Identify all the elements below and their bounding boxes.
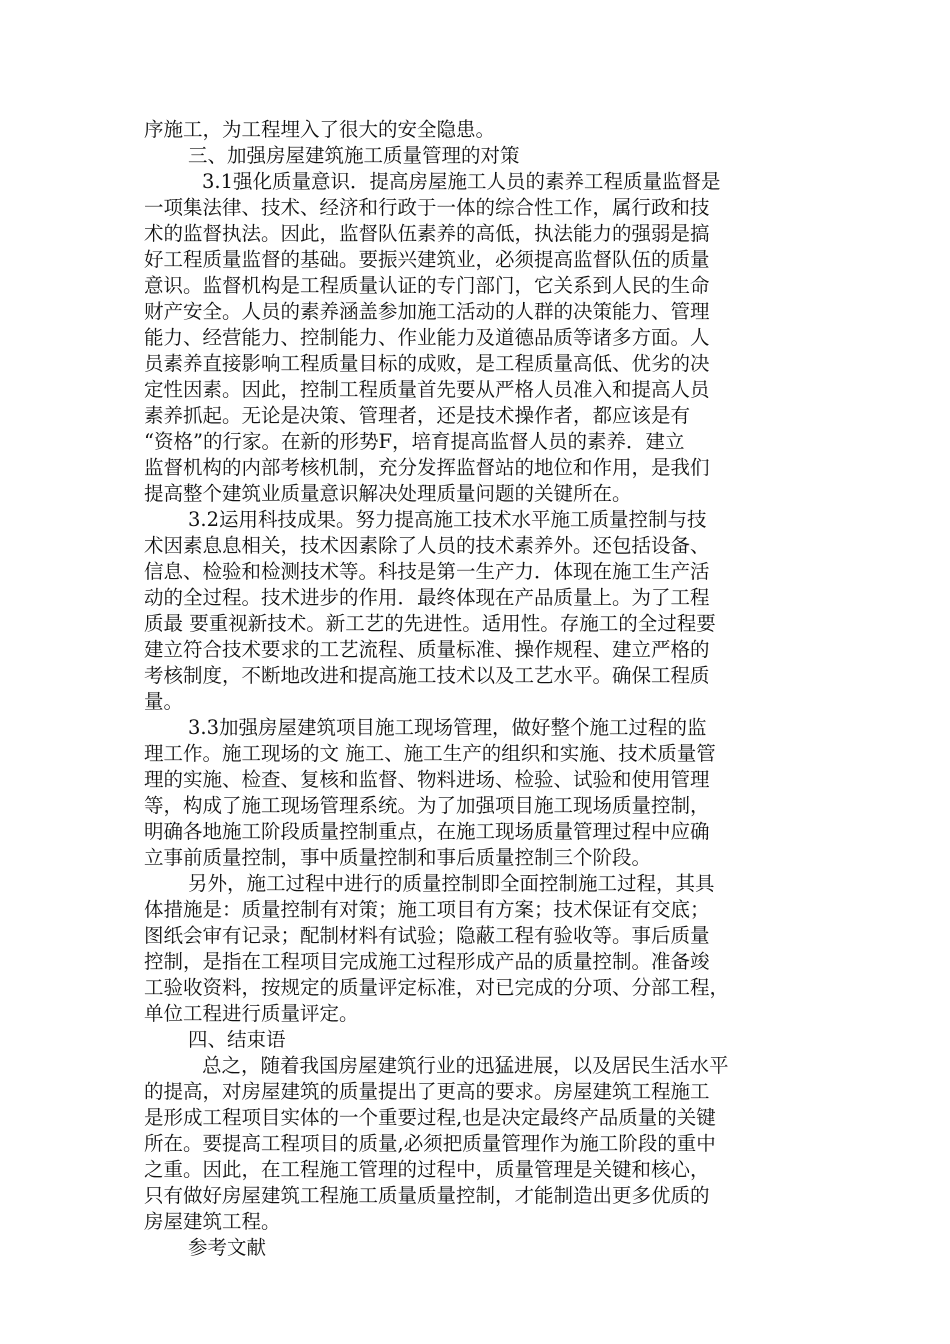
text-line: 3.3加强房屋建筑项目施工现场管理，做好整个施工过程的监 — [188, 716, 707, 739]
text-line: 建立符合技术要求的工艺流程、质量标准、操作规程、建立严格的 — [144, 638, 710, 661]
text-line: 信息、检验和检测技术等。科技是第一生产力．体现在施工生产活 — [144, 560, 710, 583]
text-line: 单位工程进行质量评定。 — [144, 1002, 359, 1025]
text-line: 图纸会审有记录；配制材料有试验；隐蔽工程有验收等。事后质量 — [144, 924, 710, 947]
text-line: 提高整个建筑业质量意识解决处理质量问题的关键所在。 — [144, 482, 632, 505]
text-line: 术的监督执法。因此，监督队伍素养的高低，执法能力的强弱是搞 — [144, 222, 710, 245]
text-line: 定性因素。因此，控制工程质量首先要从严格人员准入和提高人员 — [144, 378, 710, 401]
text-line: 工验收资料，按规定的质量评定标准，对已完成的分项、分部工程， — [144, 976, 730, 999]
text-line: 四、结束语 — [188, 1028, 286, 1051]
text-line: 总之，随着我国房屋建筑行业的迅猛进展，以及居民生活水平 — [202, 1054, 729, 1077]
text-line: 能力、经营能力、控制能力、作业能力及道德品质等诸多方面。人 — [144, 326, 710, 349]
text-line: 理的实施、检查、复核和监督、物料进场、检验、试验和使用管理 — [144, 768, 710, 791]
text-line: 素养抓起。无论是决策、管理者，还是技术操作者，都应该是有 — [144, 404, 691, 427]
text-line: 一项集法律、技术、经济和行政于一体的综合性工作，属行政和技 — [144, 196, 710, 219]
text-line: 参考文献 — [188, 1236, 267, 1259]
text-line: 序施工，为工程埋入了很大的安全隐患。 — [144, 118, 496, 141]
text-line: 另外，施工过程中进行的质量控制即全面控制施工过程，其具 — [188, 872, 715, 895]
text-line: 之重。因此，在工程施工管理的过程中，质量管理是关键和核心， — [144, 1158, 710, 1181]
text-line: 等，构成了施工现场管理系统。为了加强项目施工现场质量控制， — [144, 794, 710, 817]
text-line: 三、加强房屋建筑施工质量管理的对策 — [188, 144, 520, 167]
text-line: 明确各地施工阶段质量控制重点，在施工现场质量管理过程中应确 — [144, 820, 710, 843]
text-line: 监督机构的内部考核机制，充分发挥监督站的地位和作用，是我们 — [144, 456, 710, 479]
text-line: “资格”的行家。在新的形势F，培育提高监督人员的素养．建立 — [144, 430, 685, 453]
text-line: 意识。监督机构是工程质量认证的专门部门，它关系到人民的生命 — [144, 274, 710, 297]
text-line: 好工程质量监督的基础。要振兴建筑业，必须提高监督队伍的质量 — [144, 248, 710, 271]
text-line: 员素养直接影响工程质量目标的成败，是工程质量高低、优劣的决 — [144, 352, 710, 375]
text-line: 控制，是指在工程项目完成施工过程形成产品的质量控制。准备竣 — [144, 950, 710, 973]
text-line: 质最 要重视新技术。新工艺的先进性。适用性。存施工的全过程要 — [144, 612, 716, 635]
text-line: 量。 — [144, 690, 184, 713]
text-line: 所在。要提高工程项目的质量,必须把质量管理作为施工阶段的重中 — [144, 1132, 716, 1155]
text-line: 的提高，对房屋建筑的质量提出了更高的要求。房屋建筑工程施工 — [144, 1080, 710, 1103]
text-line: 3.1强化质量意识．提高房屋施工人员的素养工程质量监督是 — [202, 170, 721, 193]
text-line: 房屋建筑工程。 — [144, 1210, 281, 1233]
text-line: 是形成工程项目实体的一个重要过程,也是决定最终产品质量的关键 — [144, 1106, 716, 1129]
text-line: 理工作。施工现场的文 施工、施工生产的组织和实施、技术质量管 — [144, 742, 716, 765]
text-line: 考核制度，不断地改进和提高施工技术以及工艺水平。确保工程质 — [144, 664, 710, 687]
text-line: 财产安全。人员的素养涵盖参加施工活动的人群的决策能力、管理 — [144, 300, 710, 323]
text-line: 只有做好房屋建筑工程施工质量质量控制，才能制造出更多优质的 — [144, 1184, 710, 1207]
text-line: 3.2运用科技成果。努力提高施工技术水平施工质量控制与技 — [188, 508, 707, 531]
text-line: 动的全过程。技术进步的作用．最终体现在产品质量上。为了工程 — [144, 586, 710, 609]
text-line: 体措施是：质量控制有对策；施工项目有方案；技术保证有交底； — [144, 898, 710, 921]
text-line: 立事前质量控制，事中质量控制和事后质量控制三个阶段。 — [144, 846, 652, 869]
text-line: 术因素息息相关，技术因素除了人员的技术素养外。还包括设备、 — [144, 534, 710, 557]
document-body — [144, 117, 809, 1261]
